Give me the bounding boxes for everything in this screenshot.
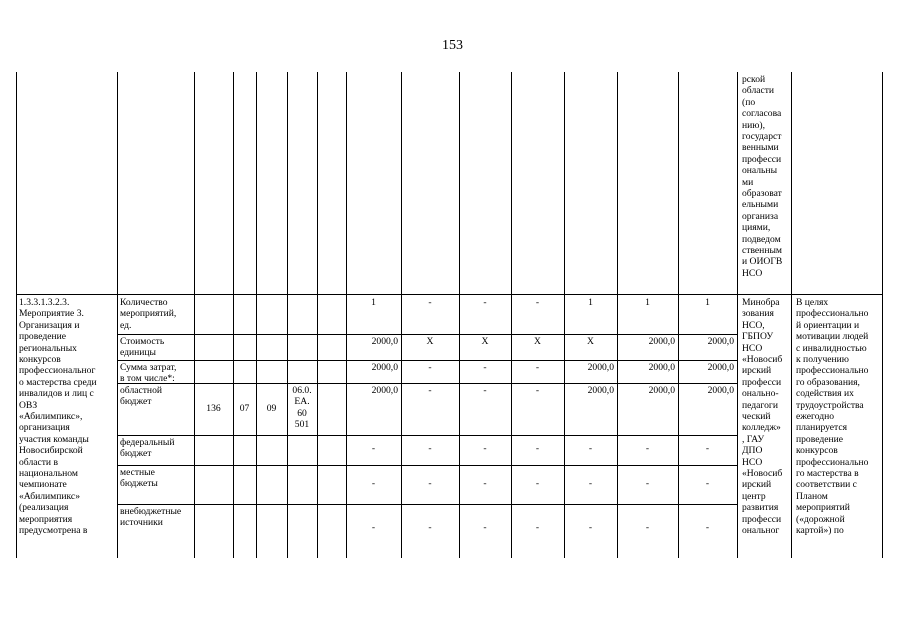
continuation-org-line: нию), [742, 119, 766, 131]
event-line: инвалидов и лиц с [19, 388, 94, 400]
event-line: национальном [19, 468, 78, 479]
indicator-quantity: мероприятий, [120, 308, 177, 320]
indicator-federal-budget: бюджет [120, 448, 152, 460]
result-line: конкурсов [796, 445, 838, 457]
result-line: содействия их [796, 388, 854, 400]
result-line: соответствии с [796, 479, 857, 491]
value-cell: - [645, 478, 650, 489]
value-cell: - [483, 443, 487, 454]
code-csr: EA. [294, 396, 310, 408]
continuation-org-line: согласова [742, 108, 782, 120]
indicator-local-budgets: бюджеты [120, 478, 158, 490]
result-line: трудоустройства [796, 399, 864, 411]
executor-line: професси [742, 513, 782, 525]
value-cell: - [705, 522, 710, 533]
value-cell: - [483, 297, 487, 308]
value-cell: - [535, 522, 540, 533]
page-number: 153 [442, 38, 463, 53]
value-cell: - [483, 362, 487, 373]
continuation-org-line: образоват [742, 188, 782, 199]
indicator-extra-budget: источники [120, 517, 163, 529]
continuation-org-line: НСО [742, 267, 763, 279]
result-line: профессионально [796, 308, 869, 320]
col-line [256, 72, 257, 558]
result-line: профессионально [796, 365, 869, 377]
value-cell: X [587, 336, 594, 347]
result-line: профессионально [796, 456, 869, 468]
executor-line: онально- [742, 388, 779, 400]
indicator-extra-budget: внебюджетные [120, 506, 182, 517]
indicator-local-budgets: местные [120, 467, 155, 478]
continuation-org-line: професси [742, 153, 782, 165]
value-cell: 2000,0 [648, 362, 675, 373]
result-line: проведение [796, 433, 843, 445]
result-line: планируется [796, 422, 848, 434]
executor-line: НСО, [742, 319, 765, 331]
value-cell: 2000,0 [707, 385, 734, 396]
value-cell: - [535, 443, 540, 454]
value-cell: 2000,0 [371, 362, 398, 373]
event-line: мероприятия [19, 513, 73, 525]
executor-line: НСО [742, 456, 763, 468]
continuation-org-line: (по [742, 96, 756, 108]
event-line: Новосибирской [19, 445, 83, 457]
continuation-org-line: ональны [742, 165, 778, 177]
value-cell: 1 [645, 297, 650, 308]
continuation-org-line: рской [742, 74, 766, 85]
value-cell: - [535, 297, 540, 308]
col-line [194, 72, 195, 558]
col-line [317, 72, 318, 558]
continuation-org-line: ственным [742, 245, 782, 256]
result-line: мероприятий [796, 502, 850, 514]
value-cell: - [535, 362, 540, 373]
result-line: к получению [796, 354, 849, 365]
value-cell: 2000,0 [648, 336, 675, 347]
result-line: («дорожной [796, 513, 845, 525]
event-line: области в [19, 456, 58, 468]
code-csr: 60 [297, 407, 307, 419]
row-line [16, 294, 883, 295]
result-line: В целях [796, 297, 829, 308]
value-cell: 2000,0 [371, 385, 398, 396]
value-cell: - [645, 522, 650, 533]
code-rz: 07 [239, 403, 250, 414]
executor-line: ирский [742, 365, 772, 377]
result-line: Планом [796, 490, 828, 502]
event-line: региональных [19, 342, 77, 354]
continuation-org-line: ми [742, 176, 754, 188]
value-cell: - [588, 522, 593, 533]
col-line [233, 72, 234, 558]
col-line [117, 72, 118, 558]
col-line [882, 72, 883, 558]
event-line: проведение [19, 331, 66, 343]
continuation-org-line: и ОИОГВ [742, 256, 783, 268]
indicator-unit-cost: единицы [120, 347, 156, 359]
event-line: ОВЗ [19, 399, 38, 411]
value-cell: - [428, 297, 432, 308]
col-line [791, 72, 792, 558]
row-line [117, 360, 737, 361]
indicator-quantity: ед. [120, 319, 132, 331]
continuation-org-line: циями, [742, 222, 771, 234]
executor-line: ГБПОУ [742, 331, 774, 343]
row-line [117, 465, 737, 466]
event-line: организация [19, 422, 70, 434]
value-cell: 1 [371, 297, 376, 308]
value-cell: - [371, 443, 376, 454]
value-cell: - [483, 385, 487, 396]
value-cell: 1 [588, 297, 593, 308]
event-line: профессиональног [19, 365, 96, 377]
result-line: го образования, [796, 376, 860, 388]
indicator-total-cost: Сумма затрат, [120, 362, 177, 373]
code-csr: 501 [294, 419, 310, 431]
indicator-quantity: Количество [120, 297, 168, 308]
value-cell: - [588, 478, 593, 489]
executor-line: зования [742, 308, 774, 320]
continuation-org-line: организа [742, 210, 779, 222]
value-cell: - [705, 443, 710, 454]
indicator-total-cost: в том числе*: [120, 373, 175, 385]
continuation-org-line: венными [742, 142, 779, 154]
result-line: й ориентации и [796, 319, 860, 331]
value-cell: X [534, 336, 541, 347]
col-line [287, 72, 288, 558]
value-cell: - [371, 478, 376, 489]
value-cell: 2000,0 [648, 385, 675, 396]
value-cell: - [535, 385, 540, 396]
result-line: с инвалидностью [796, 342, 867, 354]
executor-line: «Новосиб [742, 468, 783, 479]
indicator-federal-budget: федеральный [120, 437, 175, 448]
value-cell: X [426, 336, 434, 347]
executor-line: НСО [742, 342, 763, 354]
result-line: картой») по [796, 525, 844, 536]
value-cell: 2000,0 [707, 362, 734, 373]
executor-line: ональног [742, 525, 780, 536]
value-cell: - [483, 478, 487, 489]
result-line: мотивации людей [796, 331, 869, 343]
value-cell: - [428, 385, 432, 396]
value-cell: - [705, 478, 710, 489]
row-line [117, 504, 737, 505]
value-cell: - [428, 522, 432, 533]
col-line [737, 72, 738, 558]
value-cell: - [428, 362, 432, 373]
continuation-org-line: ельными [742, 199, 779, 211]
code-csr: 06.0. [292, 385, 312, 396]
value-cell: 2000,0 [371, 336, 398, 347]
result-line: го мастерства в [796, 468, 859, 479]
continuation-org-line: области [742, 85, 775, 97]
value-cell: - [588, 443, 593, 454]
executor-line: развития [742, 502, 779, 514]
executor-line: центр [742, 490, 766, 502]
value-cell: - [428, 478, 432, 489]
executor-line: Минобра [742, 297, 780, 308]
indicator-regional-budget: областной [120, 385, 163, 396]
continuation-org-line: подведом [742, 233, 781, 245]
event-line: (реализация [19, 502, 69, 514]
event-line: конкурсов [19, 354, 61, 365]
value-cell: 2000,0 [587, 362, 614, 373]
event-line: предусмотрена в [19, 525, 88, 536]
value-cell: 2000,0 [587, 385, 614, 396]
event-line: Мероприятие 3. [19, 308, 84, 320]
continuation-org-line: государст [742, 131, 782, 142]
col-line [16, 72, 17, 558]
event-line: чемпионате [19, 479, 67, 491]
value-cell: - [483, 522, 487, 533]
result-line: ежегодно [796, 411, 835, 422]
value-cell: - [428, 443, 432, 454]
value-cell: - [371, 522, 376, 533]
row-line [117, 435, 737, 436]
executor-line: колледж» [742, 422, 781, 434]
value-cell: 2000,0 [707, 336, 734, 347]
value-cell: X [481, 336, 489, 347]
event-line: «Абилимпикс» [19, 490, 80, 502]
executor-line: ДПО [742, 445, 763, 457]
executor-line: «Новосиб [742, 354, 783, 365]
indicator-unit-cost: Стоимость [120, 336, 165, 347]
budget-table [16, 72, 884, 558]
executor-line: ирский [742, 479, 772, 491]
executor-line: педагоги [742, 399, 778, 411]
event-line: Организация и [19, 319, 80, 331]
indicator-regional-budget: бюджет [120, 396, 152, 408]
executor-line: професси [742, 376, 782, 388]
value-cell: - [645, 443, 650, 454]
value-cell: - [535, 478, 540, 489]
row-line [117, 383, 737, 384]
event-line: участия команды [19, 433, 89, 445]
value-cell: 1 [705, 297, 710, 308]
executor-line: , ГАУ [742, 433, 765, 445]
event-line: 1.3.3.1.3.2.3. [19, 297, 70, 308]
code-pr: 09 [266, 403, 277, 414]
event-line: о мастерства среди [19, 376, 97, 388]
executor-line: ческий [742, 411, 771, 422]
code-grbs: 136 [206, 403, 221, 414]
row-line [117, 334, 737, 335]
event-line: «Абилимпикс», [19, 411, 83, 422]
